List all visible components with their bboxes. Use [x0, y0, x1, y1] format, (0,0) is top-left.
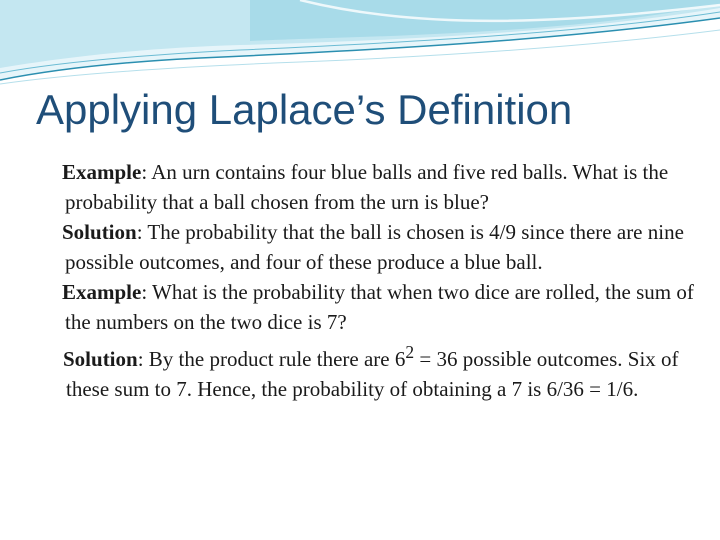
example-2-text: : What is the probability that when two dice are rolled, the sum of the numbers on the two dice is 7? [65, 280, 694, 334]
solution-2-exponent: 2 [405, 342, 415, 362]
slide-title: Applying Laplace’s Definition [36, 86, 573, 133]
solution-2-label: Solution [63, 347, 138, 371]
solution-2-paragraph [62, 337, 702, 404]
solution-2-text-after: = 36 possible outcomes. Six of these sum to 7. Hence, the probability of obtaining a 7 is 6/36 = 1/6. [66, 347, 679, 401]
example-1-label: Example [62, 160, 142, 184]
slide-body [62, 157, 702, 404]
example-1-paragraph [62, 157, 702, 217]
decorative-wave-banner [0, 0, 720, 90]
example-2-paragraph [62, 277, 702, 337]
solution-1-text: : The probability that the ball is chosen is 4/9 since there are nine possible outcomes, and four of these produce a blue ball. [65, 220, 684, 274]
example-1-text: : An urn contains four blue balls and five red balls. What is the probability that a ball chosen from the urn is blue? [65, 160, 669, 214]
solution-2-text-before: : By the product rule there are 6 [137, 347, 406, 371]
solution-1-label: Solution [62, 220, 137, 244]
solution-1-paragraph [62, 217, 702, 277]
example-2-label: Example [62, 280, 142, 304]
